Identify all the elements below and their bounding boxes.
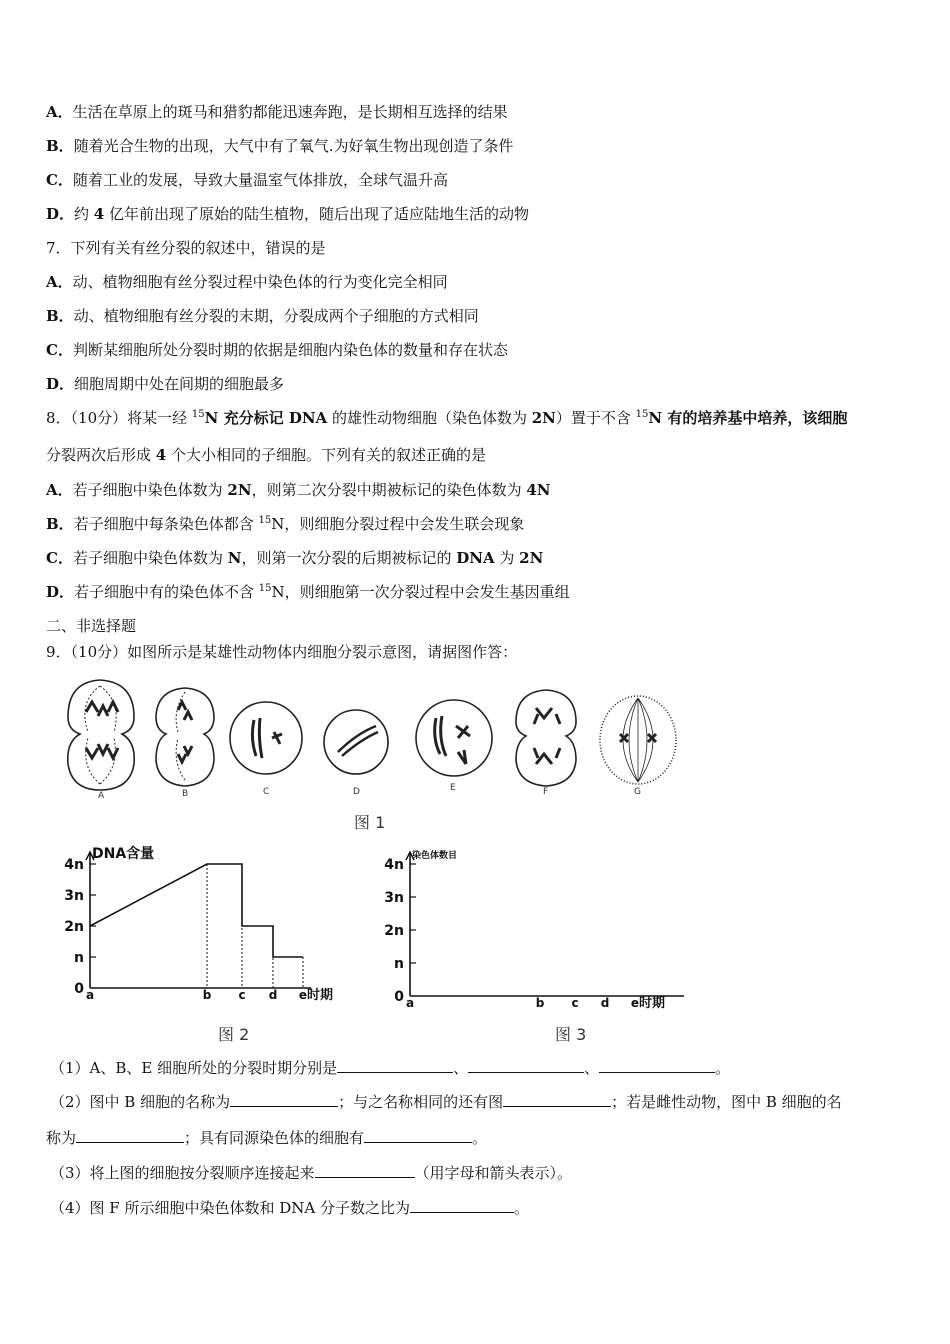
q7-option-c: [46, 340, 508, 360]
sub-text: （用字母和箭头表示）。: [414, 1164, 573, 1182]
answer-blank[interactable]: [230, 1092, 338, 1107]
x-axis-label: 时期: [307, 988, 334, 1003]
answer-blank[interactable]: [76, 1128, 184, 1143]
question-number: 8．: [46, 409, 71, 427]
figure-2-dna-chart: [56, 838, 366, 1008]
stem-text: ）置于不含: [555, 409, 636, 427]
stem-term: DNA: [288, 409, 328, 427]
q6-option-c: [46, 170, 448, 190]
option-text: 若子细胞中染色体数为: [72, 549, 228, 567]
x-tick-label: b: [202, 988, 212, 1002]
fig1-label-d: D: [353, 787, 360, 797]
y-tick-label: 3n: [384, 890, 404, 906]
figure-1-cell-diagrams: [60, 672, 700, 802]
sub-text: 称为: [46, 1129, 77, 1147]
x-tick-label: c: [238, 988, 246, 1002]
q7-option-a: [46, 272, 448, 292]
stem-term: 4: [155, 446, 167, 464]
q8-stem-line2: [46, 445, 486, 465]
answer-blank[interactable]: [599, 1058, 715, 1073]
q9-sub3: [50, 1163, 572, 1183]
cell-e: [416, 700, 492, 776]
cell-g: [600, 696, 676, 784]
y-tick-label: n: [394, 956, 404, 972]
q6-option-b: [46, 136, 513, 156]
x-axis-label: 时期: [639, 996, 666, 1010]
answer-blank[interactable]: [337, 1058, 453, 1073]
fig1-label-a: A: [98, 791, 105, 801]
figure-3-caption: 图 3: [555, 1025, 587, 1044]
option-number: 4: [93, 205, 105, 223]
option-label: D．: [46, 375, 75, 393]
sub-text: 。: [514, 1199, 530, 1217]
answer-blank[interactable]: [410, 1198, 514, 1213]
option-text: 随着工业的发展，导致大量温室气体排放，全球气温升高: [72, 171, 448, 189]
x-tick-label: c: [571, 996, 579, 1010]
chart-title: DNA含量: [92, 846, 155, 862]
option-term: 2N: [519, 549, 544, 567]
question-score: （10分）: [70, 643, 128, 661]
stem-text: N 有的培养基中培养，该细胞: [648, 409, 848, 427]
option-text: ，则第二次分裂中期被标记的染色体数为: [251, 481, 527, 499]
option-term: DNA: [456, 549, 495, 567]
sub-text: 、: [584, 1059, 600, 1077]
cell-f: [516, 690, 576, 786]
y-tick-label: 2n: [384, 923, 404, 939]
q9-sub2-line2: [46, 1128, 487, 1148]
isotope-superscript: 15: [191, 409, 205, 420]
q9-sub1: [50, 1058, 730, 1078]
sub-text: （3）将上图的细胞按分裂顺序连接起来: [50, 1164, 315, 1182]
stem-text: N 充分标记: [204, 409, 289, 427]
q7-stem: 7．下列有关有丝分裂的叙述中，错误的是: [46, 239, 326, 257]
cell-d: [324, 710, 388, 774]
q8-stem-line1: [46, 408, 847, 428]
sub-text: 。: [472, 1129, 488, 1147]
fig1-label-e: E: [450, 783, 456, 793]
option-text: 若子细胞中有的染色体不含: [74, 583, 259, 601]
q8-option-c: [46, 548, 543, 568]
stem-text: 将某一经: [127, 409, 192, 427]
series-line: [90, 864, 303, 957]
option-label: A．: [46, 481, 73, 499]
question-score: （10分）: [70, 409, 128, 427]
y-tick-label: 0: [74, 981, 84, 997]
option-label: A．: [46, 273, 73, 291]
answer-blank[interactable]: [468, 1058, 584, 1073]
q9-stem: [46, 642, 517, 662]
q6-option-d: [46, 204, 529, 224]
option-text: N，则细胞分裂过程中会发生联会现象: [271, 515, 525, 533]
answer-blank[interactable]: [364, 1128, 472, 1143]
cell-a: [68, 680, 135, 790]
chart-group: [64, 845, 333, 1003]
option-term: 4N: [526, 481, 551, 499]
figure-2-caption: 图 2: [218, 1025, 250, 1044]
sub-text: ；若是雌性动物，图中 B 细胞的名: [611, 1093, 842, 1111]
option-label: C．: [46, 549, 73, 567]
section-heading: 二、非选择题: [46, 617, 137, 635]
q8-option-a: [46, 480, 551, 500]
sub-text: 、: [453, 1059, 469, 1077]
q7-option-b: [46, 306, 479, 326]
stem-text: 如图所示是某雄性动物体内细胞分裂示意图，请据图作答：: [127, 643, 518, 661]
option-label: A．: [46, 103, 73, 121]
x-tick-label: b: [535, 996, 545, 1010]
sub-text: （2）图中 B 细胞的名称为: [50, 1093, 231, 1111]
sub-text: 。: [715, 1059, 731, 1077]
option-label: D．: [46, 583, 75, 601]
option-text: 细胞周期中处在间期的细胞最多: [74, 375, 285, 393]
option-label: C．: [46, 341, 73, 359]
isotope-superscript: 15: [258, 583, 272, 594]
fig1-label-f: F: [543, 787, 549, 797]
x-tick-label: e: [298, 988, 308, 1002]
q8-option-b: [46, 514, 524, 534]
stem-text: 的雄性动物细胞（染色体数为: [327, 409, 532, 427]
stem-text: 个大小相同的子细胞。下列有关的叙述正确的是: [166, 446, 486, 464]
q7-option-d: [46, 374, 284, 394]
y-tick-label: 3n: [64, 888, 84, 904]
sub-text: （1）A、B、E 细胞所处的分裂时期分别是: [50, 1059, 338, 1077]
stem-text: 分裂两次后形成: [46, 446, 156, 464]
answer-blank[interactable]: [315, 1163, 415, 1178]
option-text: ，则第一次分裂的后期被标记的: [241, 549, 457, 567]
y-tick-label: 2n: [64, 919, 84, 935]
cell-c: [230, 702, 302, 774]
y-tick-label: 0: [394, 989, 404, 1005]
x-tick-label: d: [268, 988, 278, 1002]
option-text: 随着光合生物的出现，大气中有了氧气.为好氧生物出现创造了条件: [73, 137, 514, 155]
stem-term: 2N: [531, 409, 556, 427]
x-tick-label: d: [600, 996, 610, 1010]
option-label: C．: [46, 171, 73, 189]
q8-option-d: [46, 582, 570, 602]
option-text: 若子细胞中每条染色体都含: [73, 515, 259, 533]
y-tick-label: 4n: [64, 857, 84, 873]
y-tick-label: 4n: [384, 857, 404, 873]
question-number: 9．: [46, 643, 71, 661]
option-label: B．: [46, 307, 74, 325]
fig1-label-b: B: [182, 789, 189, 799]
option-text: 若子细胞中染色体数为: [72, 481, 228, 499]
q6-option-a: [46, 102, 508, 122]
option-text: 亿年前出现了原始的陆生植物，随后出现了适应陆地生活的动物: [104, 205, 530, 223]
option-label: D．: [46, 205, 75, 223]
option-term: N: [227, 549, 242, 567]
option-text: 生活在草原上的斑马和猎豹都能迅速奔跑，是长期相互选择的结果: [72, 103, 508, 121]
chart-title: 染色体数目: [412, 851, 458, 861]
x-tick-label: a: [405, 996, 415, 1010]
answer-blank[interactable]: [503, 1092, 611, 1107]
q9-sub4: [50, 1198, 529, 1218]
option-text: N，则细胞第一次分裂过程中会发生基因重组: [271, 583, 570, 601]
chart-group: [384, 849, 684, 1010]
cell-b: [156, 688, 214, 786]
figure-3-chromosome-chart: [384, 840, 694, 1010]
sub-text: ；具有同源染色体的细胞有: [184, 1129, 365, 1147]
option-text: 动、植物细胞有丝分裂过程中染色体的行为变化完全相同: [72, 273, 448, 291]
option-text: 约: [74, 205, 94, 223]
fig1-label-g: G: [634, 787, 641, 797]
fig1-label-c: C: [263, 787, 270, 797]
sub-text: ；与之名称相同的还有图: [338, 1093, 504, 1111]
option-text: 判断某细胞所处分裂时期的依据是细胞内染色体的数量和存在状态: [72, 341, 508, 359]
sub-text: （4）图 F 所示细胞中染色体数和 DNA 分子数之比为: [50, 1199, 411, 1217]
x-tick-label: e: [630, 996, 640, 1010]
option-label: B．: [46, 515, 74, 533]
option-text: 为: [494, 549, 520, 567]
option-label: B．: [46, 137, 74, 155]
option-text: 动、植物细胞有丝分裂的末期，分裂成两个子细胞的方式相同: [73, 307, 479, 325]
isotope-superscript: 15: [635, 409, 649, 420]
y-tick-label: n: [74, 950, 84, 966]
q9-sub2-line1: [50, 1092, 842, 1112]
x-tick-label: a: [85, 988, 95, 1002]
option-term: 2N: [227, 481, 252, 499]
figure-1-caption: 图 1: [354, 813, 386, 832]
isotope-superscript: 15: [258, 515, 272, 526]
